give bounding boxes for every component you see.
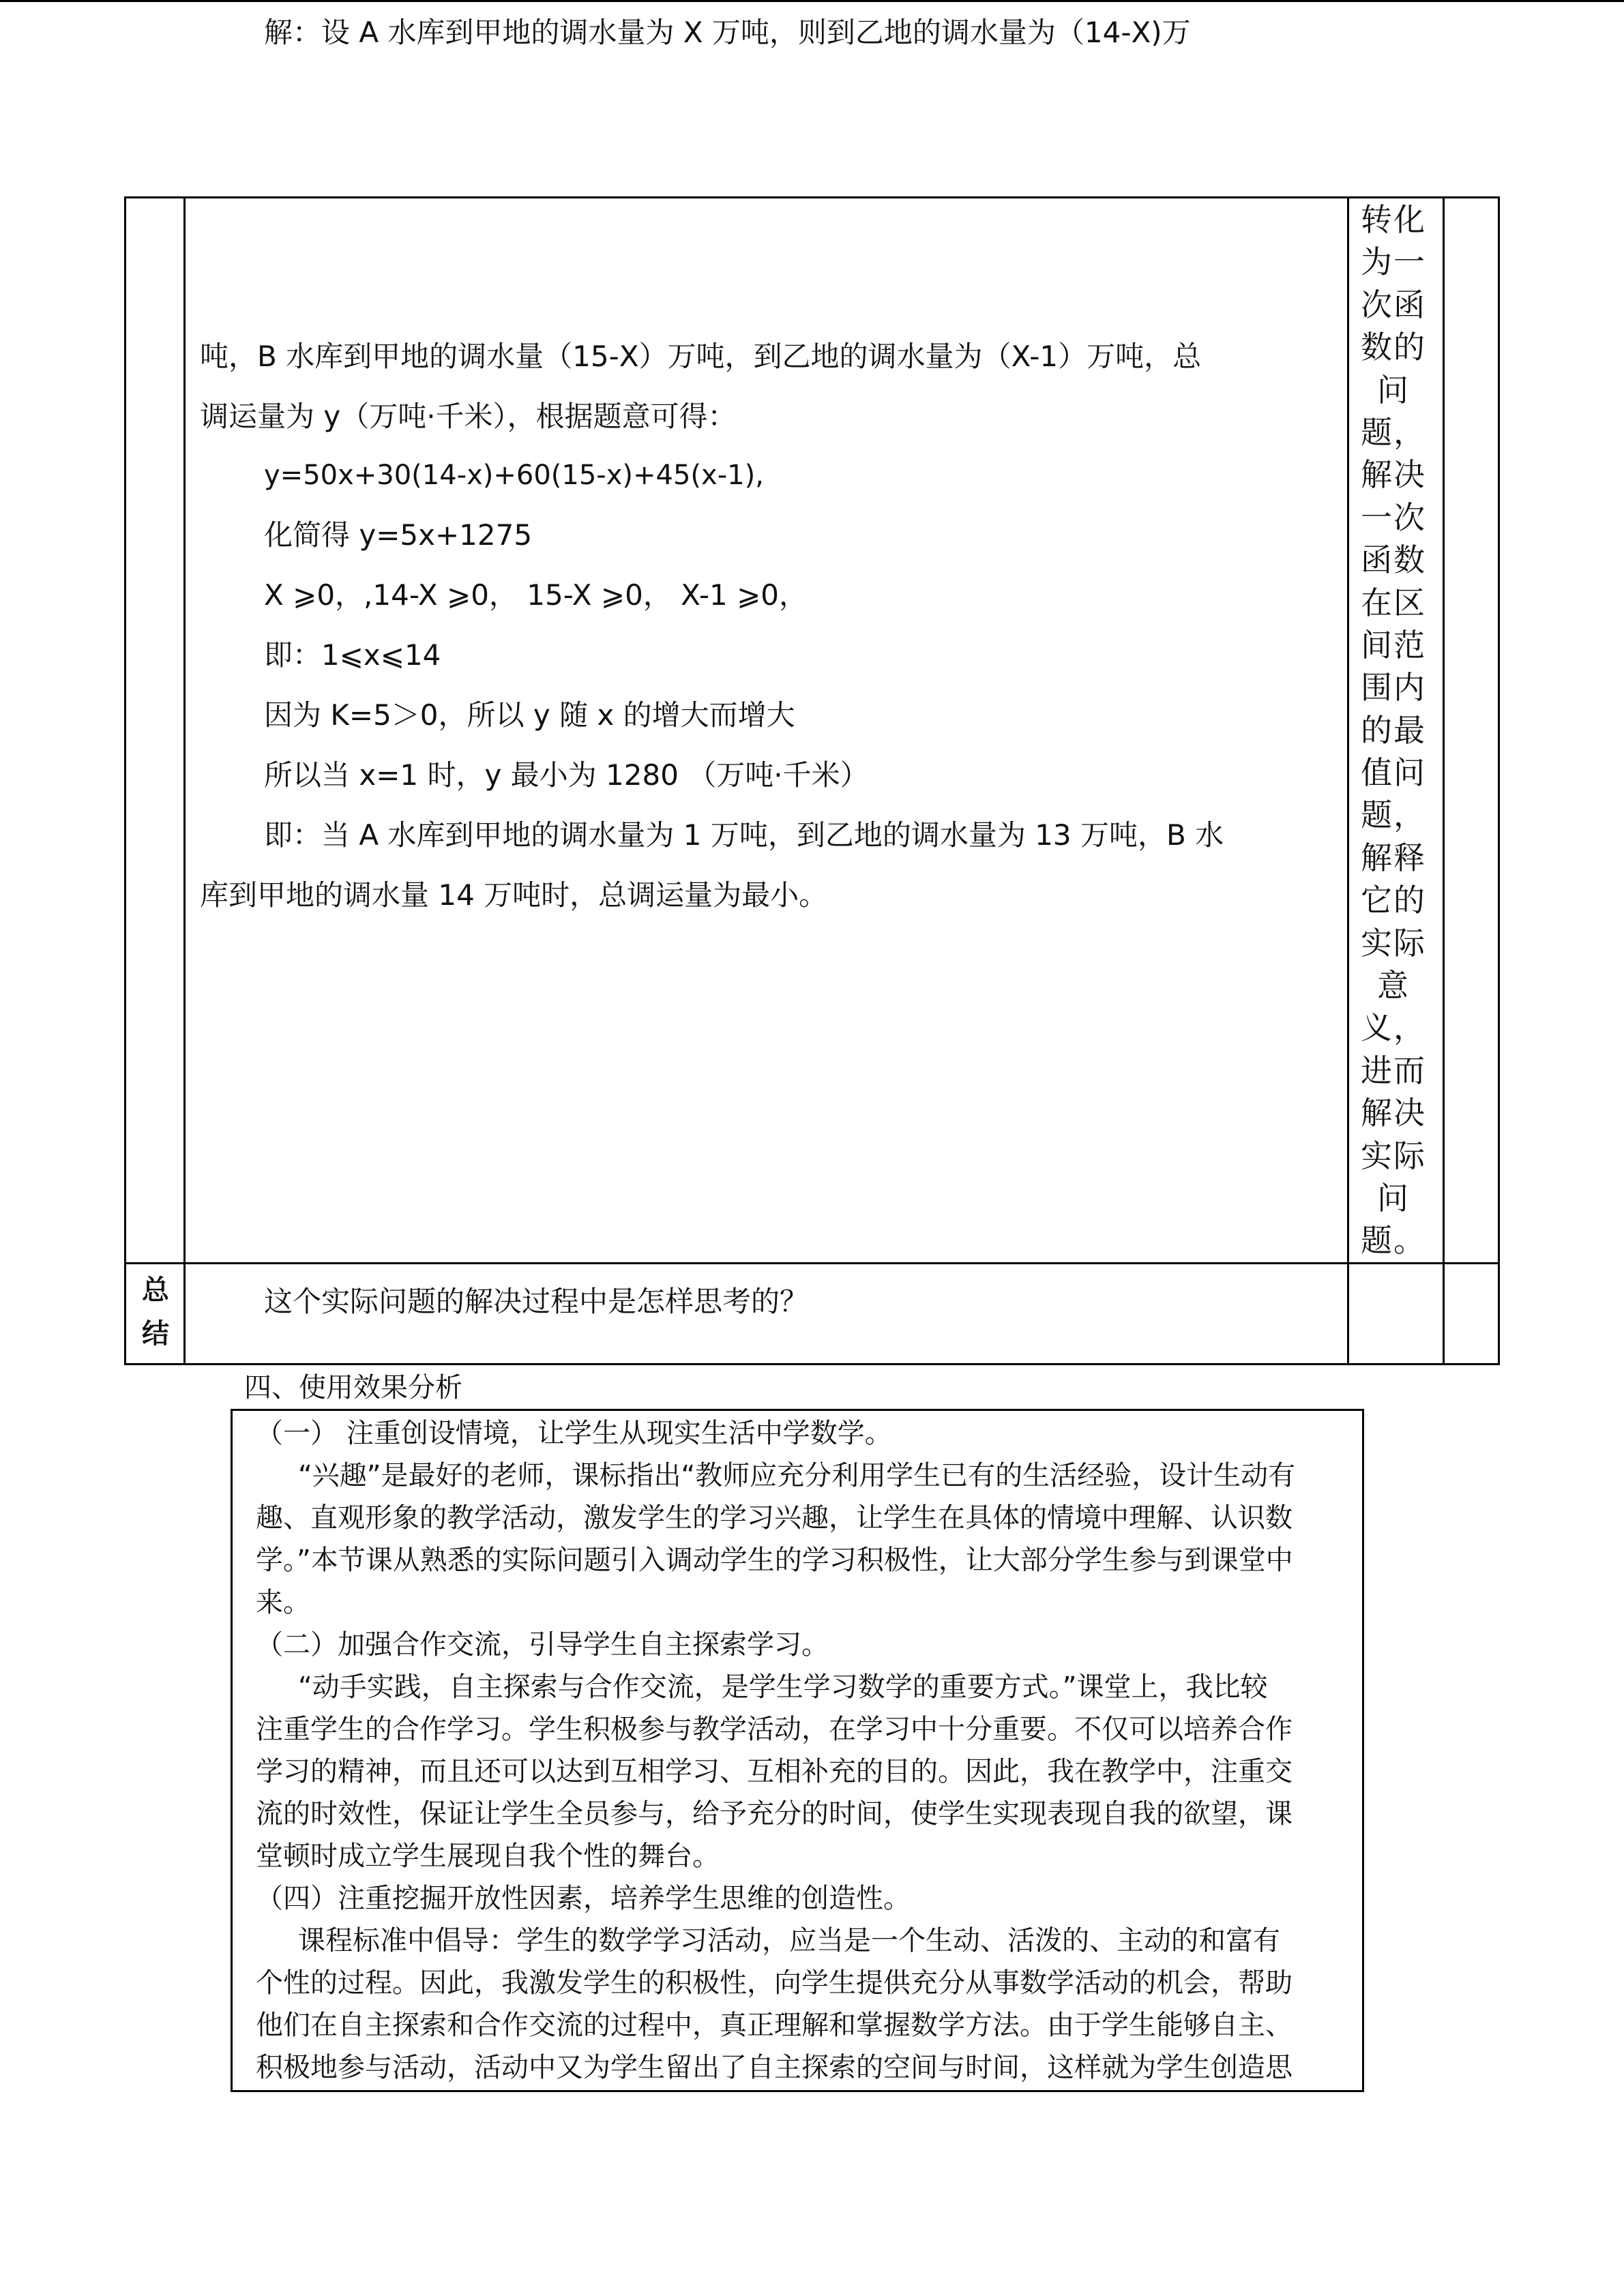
note-line: 数的 — [1361, 329, 1426, 366]
solution-line-2: 吨，B 水库到甲地的调水量（15-X）万吨，到乙地的调水量为（X-1）万吨，总 — [200, 340, 1202, 373]
table-column-divider — [1443, 198, 1445, 1363]
note-line: 间范 — [1361, 626, 1426, 664]
note-line: 的最 — [1361, 711, 1426, 749]
note-line: 题， — [1361, 413, 1426, 451]
analysis-line: 趣、直观形象的教学活动，激发学生的学习兴趣，让学生在具体的情境中理解、认识数 — [256, 1502, 1293, 1534]
analysis-line: 流的时效性，保证让学生全员参与，给予充分的时间，使学生实现表现自我的欲望，课 — [256, 1798, 1293, 1830]
analysis-line: 堂顿时成立学生展现自我个性的舞台。 — [256, 1840, 720, 1872]
solution-formula: y=50x+30(14-x)+60(15-x)+45(x-1), — [264, 460, 764, 491]
note-line: 解决 — [1361, 1094, 1426, 1132]
note-line: 问 — [1377, 1179, 1410, 1217]
lesson-table — [124, 16, 1500, 1365]
note-line: 问 — [1377, 371, 1410, 408]
summary-question: 这个实际问题的解决过程中是怎样思考的？ — [264, 1285, 809, 1318]
analysis-line: 来。 — [256, 1587, 310, 1618]
note-line: 解释 — [1361, 839, 1426, 876]
note-line: 解决 — [1361, 456, 1426, 494]
solution-simplify: 化简得 y=5x+1275 — [264, 518, 533, 552]
note-line: 一次 — [1361, 498, 1426, 536]
analysis-line: 课程标准中倡导：学生的数学学习活动，应当是一个生动、活泼的、主动的和富有 — [298, 1925, 1280, 1956]
note-line: 值问 — [1361, 754, 1426, 792]
analysis-line: “兴趣”是最好的老师，课标指出“教师应充分利用学生已有的生活经验，设计生动有 — [298, 1460, 1296, 1491]
section-heading: 四、使用效果分析 — [244, 1372, 462, 1403]
solution-range: 即：1⩽x⩽14 — [264, 638, 441, 672]
analysis-line: 学。”本节课从熟悉的实际问题引入调动学生的学习积极性，让大部分学生参与到课堂中 — [256, 1545, 1293, 1576]
analysis-subheading-2: （二）加强合作交流，引导学生自主探索学习。 — [256, 1629, 829, 1660]
analysis-subheading-3: （四）注重挖掘开放性因素，培养学生思维的创造性。 — [256, 1883, 911, 1914]
note-line: 实际 — [1361, 1137, 1426, 1174]
analysis-subheading-1: （一） 注重创设情境，让学生从现实生活中学数学。 — [256, 1418, 892, 1449]
note-line: 它的 — [1361, 882, 1426, 919]
table-row-divider — [126, 1262, 1498, 1264]
analysis-line: “动手实践，自主探索与合作交流，是学生学习数学的重要方式。”课堂上，我比较 — [298, 1671, 1268, 1703]
analysis-line: 积极地参与活动，活动中又为学生留出了自主探索的空间与时间，这样就为学生创造思 — [256, 2052, 1293, 2083]
note-line: 实际 — [1361, 924, 1426, 961]
note-line: 为一 — [1361, 243, 1426, 281]
solution-line-1: 解：设 A 水库到甲地的调水量为 X 万吨，则到乙地的调水量为（14-X)万 — [264, 16, 1191, 49]
note-line: 进而 — [1361, 1052, 1426, 1089]
note-line: 题， — [1361, 796, 1426, 834]
summary-label-top: 总 — [142, 1274, 169, 1306]
solution-line-3: 调运量为 y（万吨·千米），根据题意可得： — [200, 400, 737, 433]
analysis-line: 他们在自主探索和合作交流的过程中，真正理解和掌握数学方法。由于学生能够自主、 — [256, 2010, 1293, 2041]
note-line: 次函 — [1361, 286, 1426, 323]
note-line: 转化 — [1361, 201, 1426, 238]
note-line: 函数 — [1361, 541, 1426, 579]
note-line: 义， — [1361, 1009, 1426, 1047]
analysis-line: 个性的过程。因此，我激发学生的积极性，向学生提供充分从事数学活动的机会，帮助 — [256, 1967, 1293, 1999]
note-line: 围内 — [1361, 669, 1426, 706]
note-line: 意 — [1377, 967, 1410, 1004]
design-intent-note — [1349, 198, 1438, 1262]
note-line: 题。 — [1361, 1222, 1426, 1259]
solution-reason: 因为 K=5＞0，所以 y 随 x 的增大而增大 — [264, 698, 795, 732]
solution-conclusion-2: 库到甲地的调水量 14 万吨时，总调运量为最小。 — [200, 878, 828, 912]
analysis-line: 学习的精神，而且还可以达到互相学习、互相补充的目的。因此，我在教学中，注重交 — [256, 1756, 1293, 1787]
summary-label-bottom: 结 — [142, 1318, 169, 1350]
analysis-box — [231, 1409, 1364, 2092]
page-top-rule — [0, 0, 1624, 2]
solution-minimum: 所以当 x=1 时，y 最小为 1280 （万吨·千米） — [264, 758, 869, 792]
note-line: 在区 — [1361, 584, 1426, 621]
analysis-line: 注重学生的合作学习。学生积极参与教学活动，在学习中十分重要。不仅可以培养合作 — [256, 1714, 1293, 1745]
solution-constraints: X ⩾0，,14-X ⩾0， 15-X ⩾0， X-1 ⩾0， — [264, 578, 808, 612]
solution-conclusion-1: 即：当 A 水库到甲地的调水量为 1 万吨，到乙地的调水量为 13 万吨，B 水 — [264, 818, 1224, 852]
table-column-divider — [183, 198, 186, 1363]
